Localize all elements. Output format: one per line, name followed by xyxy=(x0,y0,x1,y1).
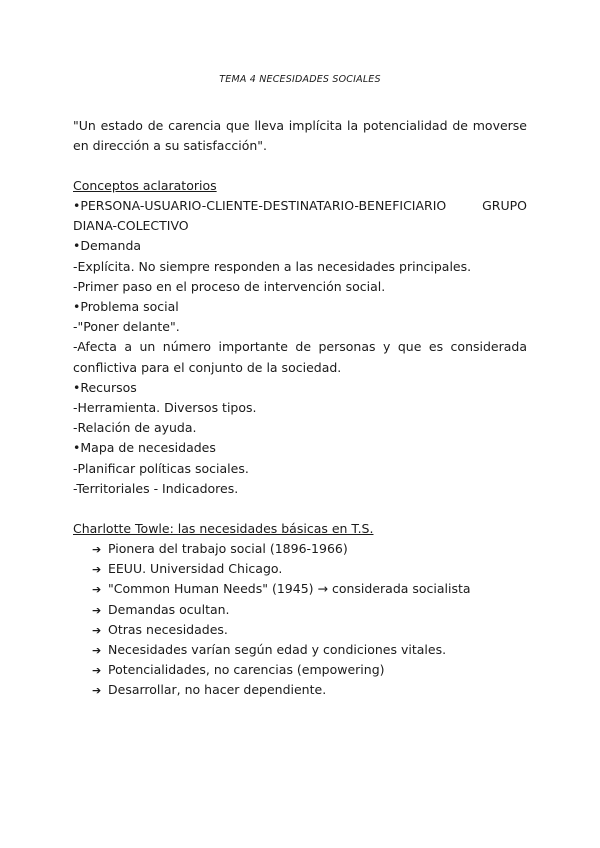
concepto-line: -Afecta a un número importante de personas y que es considerada xyxy=(73,339,527,355)
arrow-right-icon: ➔ xyxy=(92,644,102,657)
concepto-line: -Primer paso en el proceso de intervención social. xyxy=(73,278,386,294)
concepto-line: -Planificar políticas sociales. xyxy=(73,460,249,476)
list-item xyxy=(92,680,326,701)
arrow-right-icon: ➔ xyxy=(92,623,102,637)
towle-heading: Charlotte Towle: las necesidades básicas en T.S. xyxy=(73,521,374,536)
concepto-line: DIANA-COLECTIVO xyxy=(73,218,189,234)
list-item-text: Necesidades varían según edad y condiciones vitales. xyxy=(108,642,447,657)
concepto-line: -Relación de ayuda. xyxy=(73,420,197,436)
list-item xyxy=(92,620,228,641)
list-item xyxy=(92,559,282,580)
arrow-right-icon: ➔ xyxy=(92,603,102,617)
page-title: TEMA 4 NECESIDADES SOCIALES xyxy=(219,74,381,85)
list-item-text: Potencialidades, no carencias (empowering) xyxy=(108,662,385,678)
list-item-text: Pionera del trabajo social (1896-1966) xyxy=(108,541,348,556)
list-item xyxy=(92,539,348,560)
arrow-right-icon: ➔ xyxy=(92,563,102,577)
definition-line-1: "Un estado de carencia que lleva implícita la potencialidad de moverse xyxy=(73,118,527,133)
arrow-right-icon: ➔ xyxy=(92,543,102,556)
list-item-text: Desarrollar, no hacer dependiente. xyxy=(108,682,327,698)
arrow-right-icon: ➔ xyxy=(92,664,102,678)
conceptos-heading: Conceptos aclaratorios xyxy=(73,178,217,193)
list-item xyxy=(92,579,471,600)
list-item-text: EEUU. Universidad Chicago. xyxy=(108,561,283,577)
concepto-line: conflictiva para el conjunto de la sociedad. xyxy=(73,359,342,375)
concepto-line: •PERSONA-USUARIO-CLIENTE-DESTINATARIO-BENEFICIARIO GRUPO xyxy=(73,198,527,213)
definition-line-2: en dirección a su satisfacción". xyxy=(73,138,267,153)
concepto-line: -Territoriales - Indicadores. xyxy=(73,480,239,496)
list-item-text: Otras necesidades. xyxy=(108,621,228,637)
arrow-right-icon: ➔ xyxy=(92,684,102,698)
list-item xyxy=(92,600,230,621)
list-item xyxy=(92,660,385,681)
arrow-right-icon: ➔ xyxy=(92,583,102,597)
list-item-text: "Common Human Needs" (1945) → considerada socialista xyxy=(108,581,471,597)
concepto-line: •Demanda xyxy=(73,238,142,254)
list-item xyxy=(92,640,446,661)
concepto-line: •Problema social xyxy=(73,299,179,314)
concepto-line: •Recursos xyxy=(73,379,137,395)
concepto-line: -"Poner delante". xyxy=(73,319,180,335)
list-item-text: Demandas ocultan. xyxy=(108,601,230,617)
concepto-line: •Mapa de necesidades xyxy=(73,440,216,456)
concepto-line: -Explícita. No siempre responden a las necesidades principales. xyxy=(73,258,472,274)
concepto-line: -Herramienta. Diversos tipos. xyxy=(73,400,257,415)
